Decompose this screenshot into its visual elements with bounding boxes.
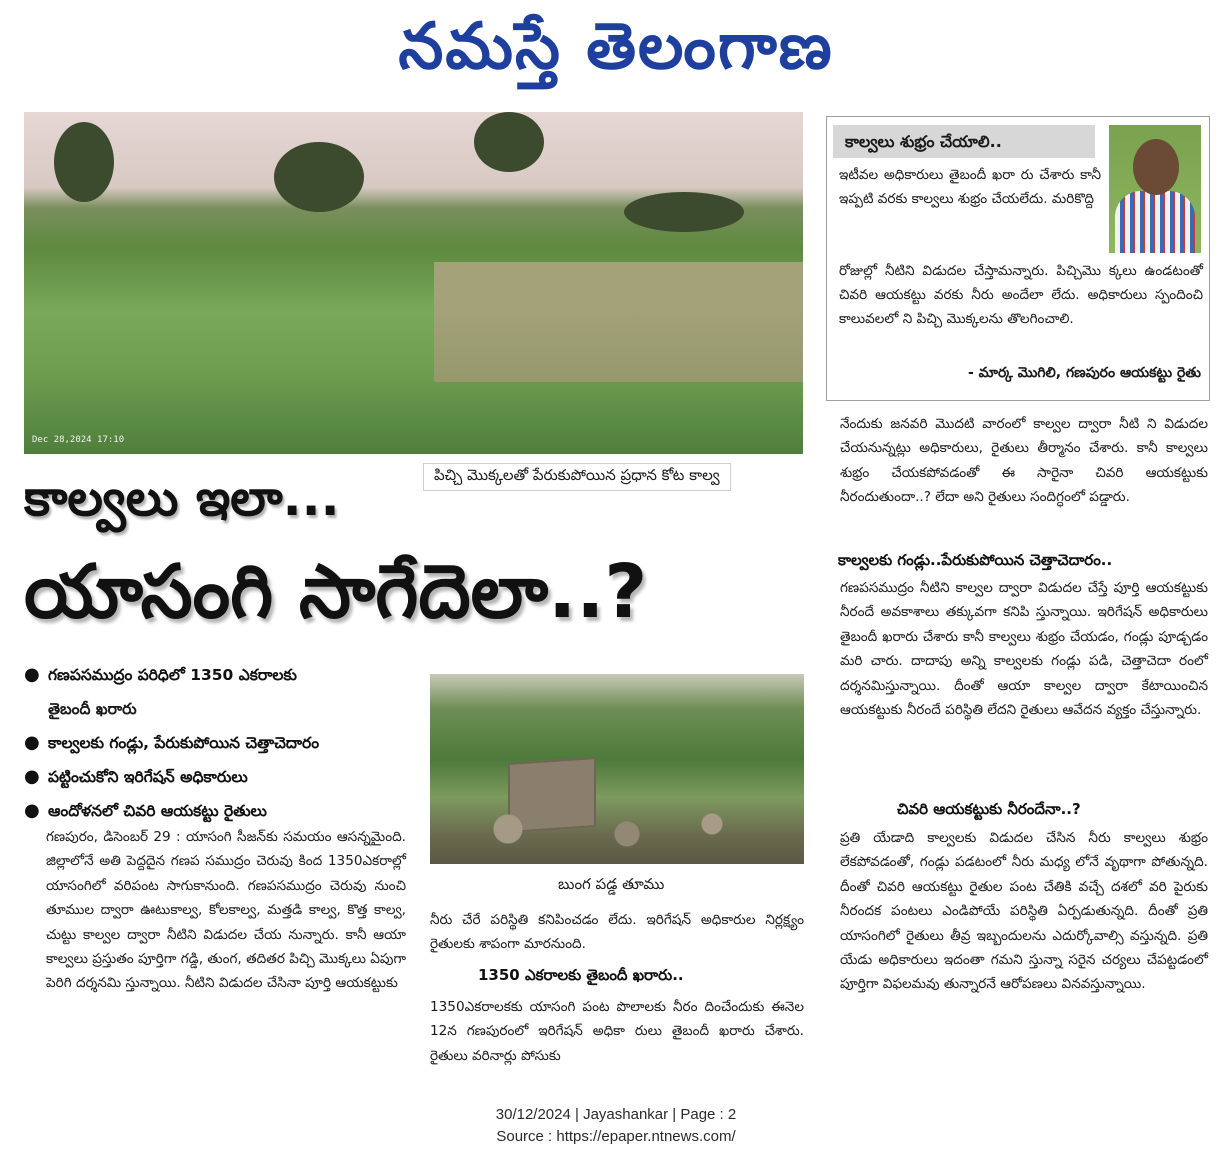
masthead <box>0 0 1232 100</box>
bullet-item: ● ఆందోళనలో చివరి ఆయకట్టు రైతులు <box>24 794 419 828</box>
quote-text: రోజుల్లో నీటిని విడుదల చేస్తామన్నారు. పిచ్చిమొ క్కలు ఉండటంతో చివరి ఆయకట్టు వరకు నీరు అందేలా లేదు. అధికారులు స్పందించి కాలువలలో ని పిచ్చి మొక్కలను తొలగించాలి. <box>839 263 1203 327</box>
bullet-dot-icon: ● <box>24 766 40 787</box>
quote-text: ఇటీవల అధికారులు తైబందీ ఖరా రు చేశారు కానీ ఇప్పటి వరకు కాల్వలు శుభ్రం చేయలేదు. మరికొద్ది <box>839 167 1101 207</box>
column-3-subhead: కాల్వలకు గండ్లు..పేరుకుపోయిన చెత్తాచెదారం.. <box>838 551 1113 569</box>
column-3-paragraph: గణపసముద్రం నీటిని కాల్వల ద్వారా విడుదల చేస్తే పూర్తి ఆయకట్టుకు నీరందే అవకాశాలు తక్కువగా కనిపి స్తున్నాయి. ఇరిగేషన్ అధికారులు తైబందీ ఖరారు చేశారు కానీ కాల్వలు శుభ్రం చేయడం, గండ్లు పూడ్చడం మరి చారు. దాదాపు అన్ని కాల్వలకు గండ్లు పడి, చెత్తాచెదా రంలో దర్శనమిస్తున్నాయి. దీంతో ఆయా కాల్వల ద్వారా కేటాయించిన ఆయకట్టుకు నీరందే పరిస్థితి లేదని రైతులు ఆవేదన వ్యక్తం చేస్తున్నారు. <box>840 580 1208 719</box>
article-column-3: నేందుకు జనవరి మొదటి వారంలో కాల్వల ద్వారా నీటి ని విడుదల చేయనున్నట్లు అధికారులు, రైతులు తీర్మానం చేశారు. కానీ కాల్వలు శుభ్రం చేయకపోవడంతో ఈ సారైనా చివరి ఆయకట్టుకు నీరందుతుందా..? లేదా అని రైతులు సందిగ్ధంలో పడ్డారు. <box>840 416 1208 506</box>
column-3-paragraph: ప్రతి యేడాది కాల్వలకు విడుదల చేసిన నీరు కాల్వలు శుభ్రం లేకపోవడంతో, గండ్లు పడటంలో నీరు మధ్య లోనే వృథాగా పోతున్నది. దీంతో చివరి ఆయకట్టు రైతుల పంట చేతికి వచ్చే దశలో వరి పైరుకు నీరందక పంటలు ఎండిపోయే పరిస్థితి ఏర్పడుతున్నది. దీంతో ప్రతి యాసంగిలో రైతులు తీవ్ర ఇబ్బందులను ఎదుర్కోవాల్సి వస్తున్నది. ప్రతి యేడు అధికారులు ఇదంతా గమని స్తున్నా సరైన చర్యలు చేపట్టడంలో పూర్తిగా విఫలమవు తున్నారనే ఆరోపణలు వినవస్తున్నాయి. <box>840 830 1208 993</box>
bullet-item: ● కాల్వలకు గండ్లు, పేరుకుపోయిన చెత్తాచెదారం <box>24 726 419 760</box>
bullet-item-continued: తైబందీ ఖరారు <box>48 700 137 718</box>
page-footer <box>0 1104 1232 1148</box>
source-link[interactable]: Source : https://epaper.ntnews.com/ <box>496 1128 736 1145</box>
secondary-photo <box>430 674 804 864</box>
quote-box <box>826 116 1210 401</box>
highlight-bullets <box>24 658 419 828</box>
bullet-dot-icon: ● <box>24 732 40 753</box>
bullet-dot-icon: ● <box>24 800 40 821</box>
article-column-2 <box>430 908 804 957</box>
secondary-photo-caption: బుంగ పడ్డ తూము <box>548 873 674 899</box>
column-2-paragraph: 1350ఎకరాలకకు యాసంగి పంట పొలాలకు నీరం దించేందుకు ఈనెల 12న గణపురంలో ఇరిగేషన్ అధికా రులు తైబందీ ఖరారు చేశారు. రైతులు వరినార్లు పోసుకు <box>430 999 804 1064</box>
quote-signature: - మార్క మొగిలి, గణపురం ఆయకట్టు రైతు <box>967 365 1201 381</box>
farmer-portrait <box>1109 125 1201 253</box>
edition-info: 30/12/2024 | Jayashankar | Page : 2 <box>495 1106 737 1123</box>
photo-timestamp: Dec 28,2024 17:10 <box>32 435 125 445</box>
quote-title: కాల్వలు శుభ్రం చేయాలి.. <box>833 125 1095 158</box>
column-2-paragraph: నీరు చేరే పరిస్థితి కనిపించడం లేదు. ఇరిగేషన్ అధికారుల నిర్లక్ష్యం రైతులకు శాపంగా మారనుంది. <box>430 912 804 953</box>
headline-line-2: యాసంగి సాగేదెలా..? <box>24 549 648 635</box>
headline-line-1: కాల్వలు ఇలా... <box>24 469 340 527</box>
bullet-item: ● గణపసముద్రం పరిధిలో 1350 ఎకరాలకు <box>24 658 419 692</box>
bullet-dot-icon: ● <box>24 664 40 685</box>
article-column-1: గణపురం, డిసెంబర్ 29 : యాసంగి సీజన్‌కు సమయం ఆసన్నమైంది. జిల్లాలోనే అతి పెద్దదైన గణప సముద్రం చెరువు కింద 1350ఎకరాల్లో యాసంగిలో వరిపంట సాగుకానుంది. గణపసముద్రం చెరువు నుంచి తూముల ద్వారా ఊటుకాల్వ, కోలకాల్వ, మత్తడి కాల్వ, కొత్త కాల్వ, చుట్టు కాల్వల ద్వారా నీటిని విడుదల చేయ నున్నారు. కానీ ఆయా కాల్వలు ప్రస్తుతం పూర్తిగా గడ్డి, తుంగ, తదితర పిచ్చి మొక్కలు ఏపుగా పెరిగి దర్శనమి స్తున్నాయి. నీటిని విడుదల చేసినా పూర్తి ఆయకట్టుకు <box>46 829 407 992</box>
column-3-subhead: చివరి ఆయకట్టుకు నీరందేనా..? <box>897 800 1081 818</box>
main-photo-caption: పిచ్చి మొక్కలతో పేరుకుపోయిన ప్రధాన కోట కాల్వ <box>423 463 731 491</box>
newspaper-logo: నమస్తే తెలంగాణ <box>398 10 834 84</box>
column-2-subhead: 1350 ఎకరాలకు తైబందీ ఖరారు.. <box>478 966 684 984</box>
main-photo <box>24 112 803 454</box>
bullet-item: ● పట్టించుకోని ఇరిగేషన్ అధికారులు <box>24 760 419 794</box>
